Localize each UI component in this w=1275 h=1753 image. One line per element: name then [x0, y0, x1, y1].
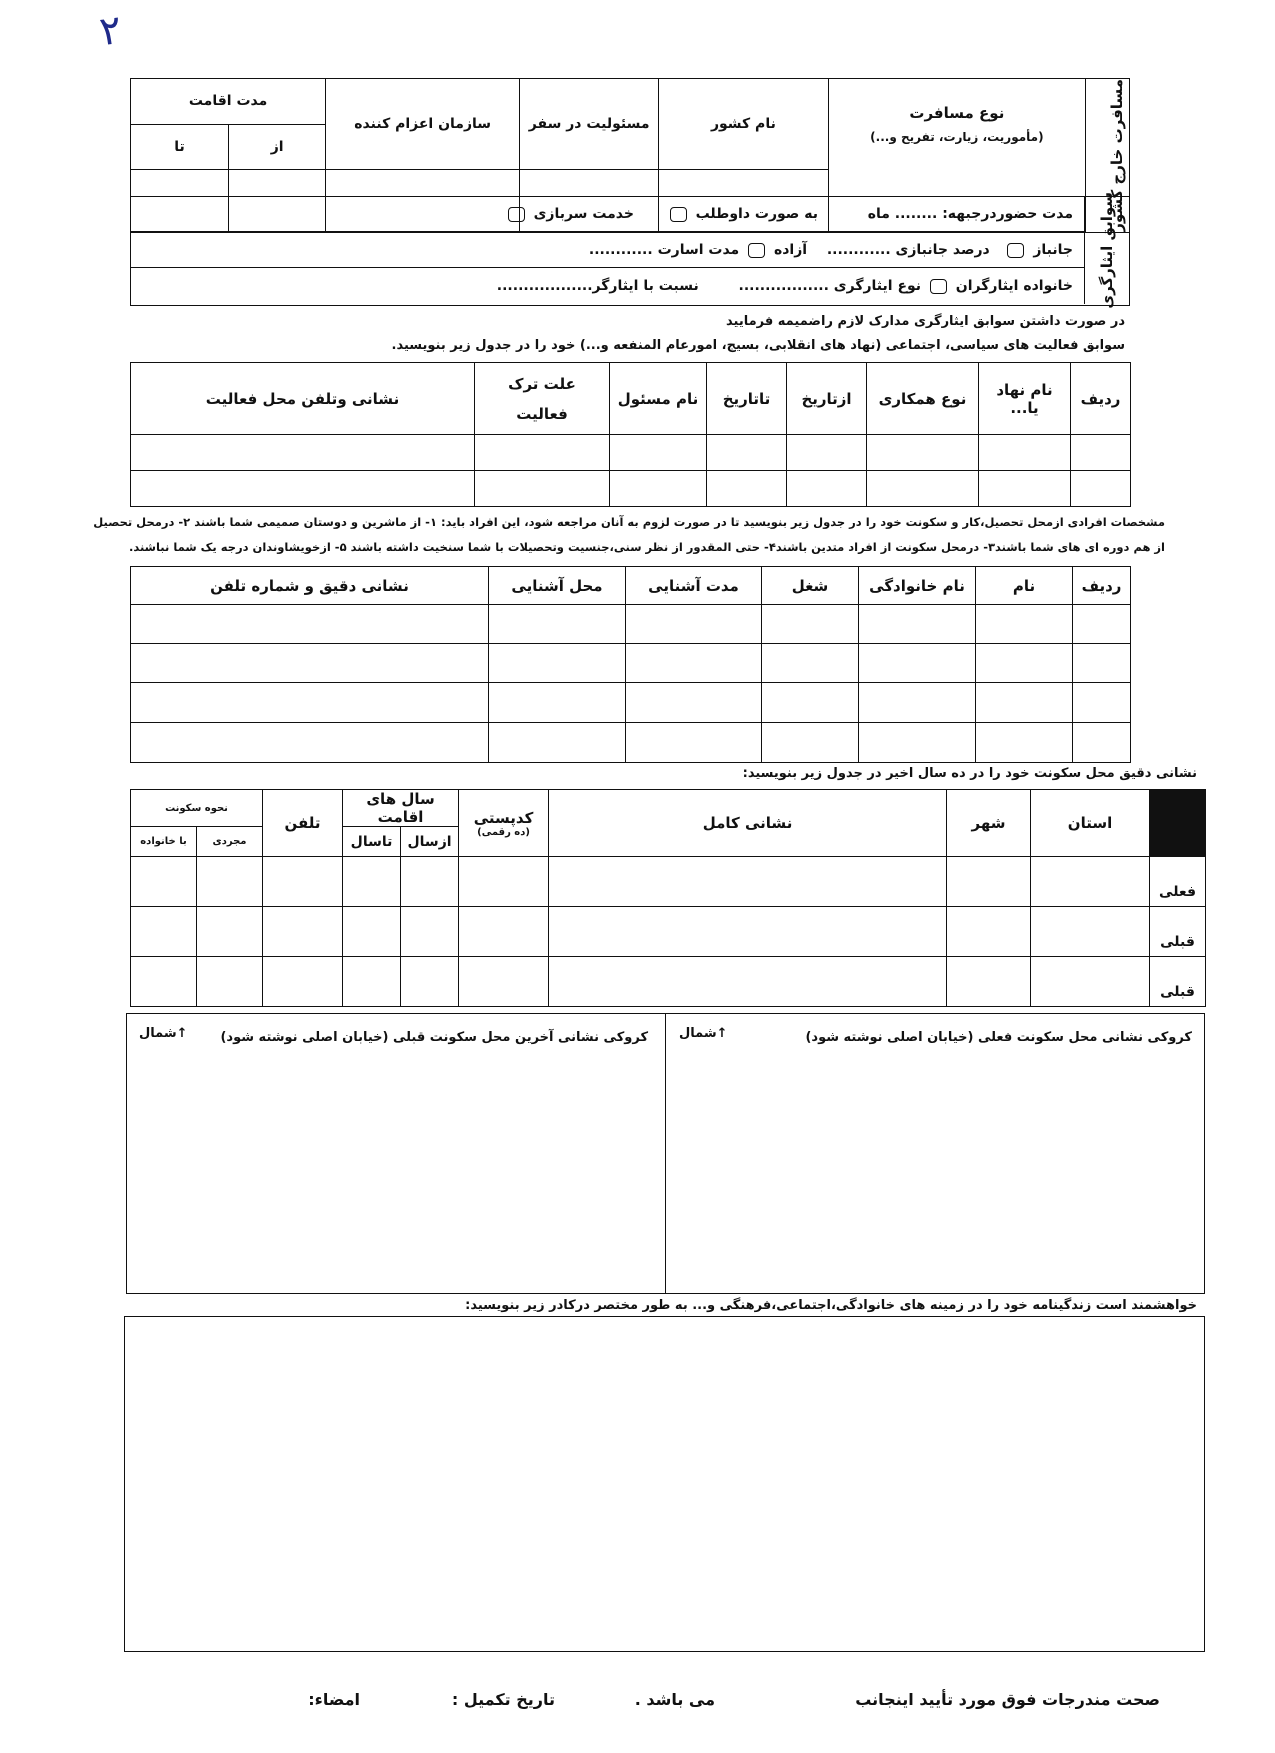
references-header: نشانی دقیق و شماره تلفن	[131, 567, 489, 605]
references-note-line-1: مشخصات افرادی ازمحل تحصیل،کار و سکونت خود را در جدول زیر بنویسید تا در صورت لزوم به آنان مراجعه شود، این افراد باید: ۱- از ماشرین و دوستان صمیمی شما باشند ۲- درمحل تحصیل	[93, 515, 1165, 529]
residence-cell[interactable]	[1031, 957, 1150, 1007]
years-header: سال های اقامت	[366, 790, 435, 826]
activities-header: نوع همکاری	[867, 363, 979, 435]
country-header: نام کشور	[710, 116, 776, 133]
responsibility-header: مسئولیت در سفر	[528, 116, 650, 133]
references-cell[interactable]	[626, 683, 762, 723]
residence-cell[interactable]	[459, 857, 549, 907]
postal-code-header: کدپستی	[473, 808, 534, 827]
row-current-label: فعلی	[1159, 884, 1196, 900]
sacrifice-box	[130, 192, 1130, 309]
references-cell[interactable]	[131, 683, 489, 723]
residence-cell[interactable]	[343, 857, 401, 907]
stay-duration-header: مدت اقامت	[188, 93, 268, 110]
residence-cell[interactable]	[401, 907, 459, 957]
activities-header: ازتاریخ	[787, 363, 867, 435]
activities-header: تاتاریخ	[707, 363, 787, 435]
page-number-mark: ۲	[96, 6, 125, 56]
residence-cell[interactable]	[947, 857, 1031, 907]
corner-black-cell	[1150, 790, 1206, 857]
veteran-checkbox[interactable]	[1007, 243, 1024, 258]
references-cell[interactable]	[859, 644, 976, 683]
biography-box[interactable]	[124, 1316, 1205, 1652]
activities-cell[interactable]	[1071, 471, 1131, 507]
references-cell[interactable]	[762, 683, 859, 723]
with-family-header: با خانواده	[140, 836, 187, 847]
references-cell[interactable]	[1073, 723, 1131, 763]
residence-cell[interactable]	[343, 907, 401, 957]
references-cell[interactable]	[626, 605, 762, 644]
references-header: نام خانوادگی	[859, 567, 976, 605]
residence-cell[interactable]	[131, 957, 197, 1007]
volunteer-checkbox[interactable]	[670, 207, 687, 222]
references-cell[interactable]	[1073, 683, 1131, 723]
activities-cell[interactable]	[979, 471, 1071, 507]
residence-cell[interactable]	[131, 907, 197, 957]
veteran-percent-label: درصد جانبازی ............	[826, 242, 990, 258]
residence-cell[interactable]	[549, 957, 947, 1007]
activities-header: نام مسئول	[610, 363, 707, 435]
references-cell[interactable]	[626, 723, 762, 763]
sketch-current-area[interactable]	[667, 1054, 1204, 1293]
residence-table	[130, 789, 1206, 1007]
references-note-line-2: از هم دوره ای های شما باشند۳- درمحل سکونت از افراد متدین باشند۴- حتی المقدور از نظر سنی،جنسیت وتحصیلات با شما سنخیت داشته باشند ۵- ازخویشاوندان درجه یک شما نباشند.	[128, 540, 1165, 554]
residence-cell[interactable]	[197, 957, 263, 1007]
activities-intro-note: سوابق فعالیت های سیاسی، اجتماعی (نهاد های انقلابی، بسیج، امورعام المنفعه و...) خود را در جدول زیر بنویسید.	[391, 338, 1125, 353]
sketch-previous-title: کروکی نشانی آخرین محل سکونت قبلی (خیابان اصلی نوشته شود)	[220, 1030, 648, 1045]
north-arrow-icon: ↑	[716, 1026, 728, 1041]
activities-cell[interactable]	[787, 471, 867, 507]
relation-label: نسبت با ایثارگر..................	[496, 278, 699, 294]
residence-cell[interactable]	[549, 857, 947, 907]
references-cell[interactable]	[976, 723, 1073, 763]
references-cell[interactable]	[859, 683, 976, 723]
references-cell[interactable]	[131, 723, 489, 763]
sketch-current-title: کروکی نشانی محل سکونت فعلی (خیابان اصلی نوشته شود)	[805, 1030, 1192, 1045]
activities-cell[interactable]	[131, 435, 475, 471]
activities-cell[interactable]	[1071, 435, 1131, 471]
references-cell[interactable]	[489, 683, 626, 723]
confirmation-text: صحت مندرجات فوق مورد تأیید اینجانب	[855, 1690, 1160, 1709]
travel-type-header: نوع مسافرت	[909, 104, 1005, 123]
completion-date-label: تاریخ تکمیل :	[451, 1690, 555, 1709]
activities-cell[interactable]	[787, 435, 867, 471]
references-cell[interactable]	[762, 723, 859, 763]
from-header: از	[270, 138, 284, 155]
phone-header: تلفن	[284, 814, 321, 832]
single-header: مجردی	[212, 836, 247, 847]
sacrifice-type-label: نوع ایثارگری .................	[738, 278, 922, 294]
sacrifice-docs-note: در صورت داشتن سوابق ایثارگری مدارک لازم راضمیمه فرمایید	[726, 314, 1125, 329]
activities-cell[interactable]	[867, 471, 979, 507]
references-cell[interactable]	[626, 644, 762, 683]
references-header: ردیف	[1073, 567, 1131, 605]
references-cell[interactable]	[976, 644, 1073, 683]
sketch-previous-area[interactable]	[127, 1054, 664, 1293]
activities-cell[interactable]	[707, 435, 787, 471]
activities-cell[interactable]	[979, 435, 1071, 471]
travel-type-note: (مأموریت، زیارت، تفریح و...)	[870, 130, 1044, 145]
to-header: تا	[174, 138, 185, 155]
activities-cell[interactable]	[475, 471, 610, 507]
north-label: شمال	[679, 1026, 717, 1041]
city-header: شهر	[971, 814, 1006, 832]
references-table	[130, 566, 1131, 763]
volunteer-label: به صورت داوطلب	[695, 206, 818, 222]
martyr-family-checkbox[interactable]	[930, 279, 947, 294]
activities-cell[interactable]	[475, 435, 610, 471]
references-cell[interactable]	[1073, 605, 1131, 644]
references-cell[interactable]	[489, 723, 626, 763]
military-service-label: خدمت سربازی	[533, 206, 634, 222]
martyr-family-label: خانواده ایثارگران	[955, 278, 1073, 294]
activities-cell[interactable]	[610, 471, 707, 507]
references-cell[interactable]	[859, 605, 976, 644]
references-cell[interactable]	[131, 644, 489, 683]
residence-note: نشانی دقیق محل سکونت خود را در ده سال اخیر در جدول زیر بنویسید:	[742, 766, 1197, 781]
postal-code-note: (ده رقمی)	[477, 826, 530, 838]
residence-cell[interactable]	[1031, 857, 1150, 907]
residence-cell[interactable]	[263, 957, 343, 1007]
military-service-checkbox[interactable]	[508, 207, 525, 222]
references-header: محل آشنایی	[489, 567, 626, 605]
residence-cell[interactable]	[343, 957, 401, 1007]
references-cell[interactable]	[489, 644, 626, 683]
freed-label: آزاده	[773, 242, 808, 258]
sending-org-header: سازمان اعزام کننده	[354, 116, 492, 133]
captivity-label: مدت اسارت ............	[588, 242, 740, 258]
residence-cell[interactable]	[197, 857, 263, 907]
references-cell[interactable]	[859, 723, 976, 763]
references-cell[interactable]	[489, 605, 626, 644]
residence-cell[interactable]	[459, 957, 549, 1007]
sacrifice-side-label: سوابق ایثارگری	[1098, 192, 1116, 309]
references-cell[interactable]	[1073, 644, 1131, 683]
references-header: مدت آشنایی	[626, 567, 762, 605]
references-cell[interactable]	[131, 605, 489, 644]
row-previous-label: قبلی	[1160, 984, 1195, 1000]
residence-cell[interactable]	[1031, 907, 1150, 957]
residence-cell[interactable]	[947, 907, 1031, 957]
activities-cell[interactable]	[131, 471, 475, 507]
activities-cell[interactable]	[867, 435, 979, 471]
references-cell[interactable]	[762, 644, 859, 683]
veteran-label: جانباز	[1033, 242, 1073, 258]
references-cell[interactable]	[976, 683, 1073, 723]
residence-cell[interactable]	[947, 957, 1031, 1007]
signature-label: امضاء:	[308, 1690, 360, 1709]
row-previous-label: قبلی	[1160, 934, 1195, 950]
residence-cell[interactable]	[131, 857, 197, 907]
activities-cell[interactable]	[610, 435, 707, 471]
residence-cell[interactable]	[197, 907, 263, 957]
province-header: استان	[1067, 814, 1113, 832]
references-header: شغل	[762, 567, 859, 605]
activities-table	[130, 362, 1131, 507]
freed-checkbox[interactable]	[748, 243, 765, 258]
residence-cell[interactable]	[549, 907, 947, 957]
residence-cell[interactable]	[401, 857, 459, 907]
references-header: نام	[976, 567, 1073, 605]
residence-cell[interactable]	[401, 957, 459, 1007]
full-address-header: نشانی کامل	[702, 814, 793, 832]
activities-header: نشانی وتلفن محل فعالیت	[131, 363, 475, 435]
north-label: شمال	[139, 1026, 177, 1041]
to-year-header: تاسال	[350, 833, 393, 850]
references-cell[interactable]	[976, 605, 1073, 644]
front-duration-label: مدت حضوردرجبهه: ........ ماه	[867, 206, 1073, 222]
activities-header: علت ترک فعالیت	[475, 363, 610, 435]
north-arrow-icon: ↑	[176, 1026, 188, 1041]
abroad-side-label: مسافرت خارج کشور	[1108, 79, 1126, 232]
from-year-header: ازسال	[407, 833, 452, 850]
activities-header: نام نهاد یا...	[979, 363, 1071, 435]
sketch-box	[126, 1013, 1205, 1294]
residence-cell[interactable]	[459, 907, 549, 957]
references-cell[interactable]	[762, 605, 859, 644]
living-type-header: نحوه سکونت	[165, 802, 228, 814]
activities-header: ردیف	[1071, 363, 1131, 435]
is-text: می باشد .	[634, 1690, 715, 1709]
biography-note: خواهشمند است زندگینامه خود را در زمینه های خانوادگی،اجتماعی،فرهنگی و... به طور مختصر درکادر زیر بنویسید:	[465, 1298, 1197, 1313]
residence-cell[interactable]	[263, 907, 343, 957]
residence-cell[interactable]	[263, 857, 343, 907]
activities-cell[interactable]	[707, 471, 787, 507]
